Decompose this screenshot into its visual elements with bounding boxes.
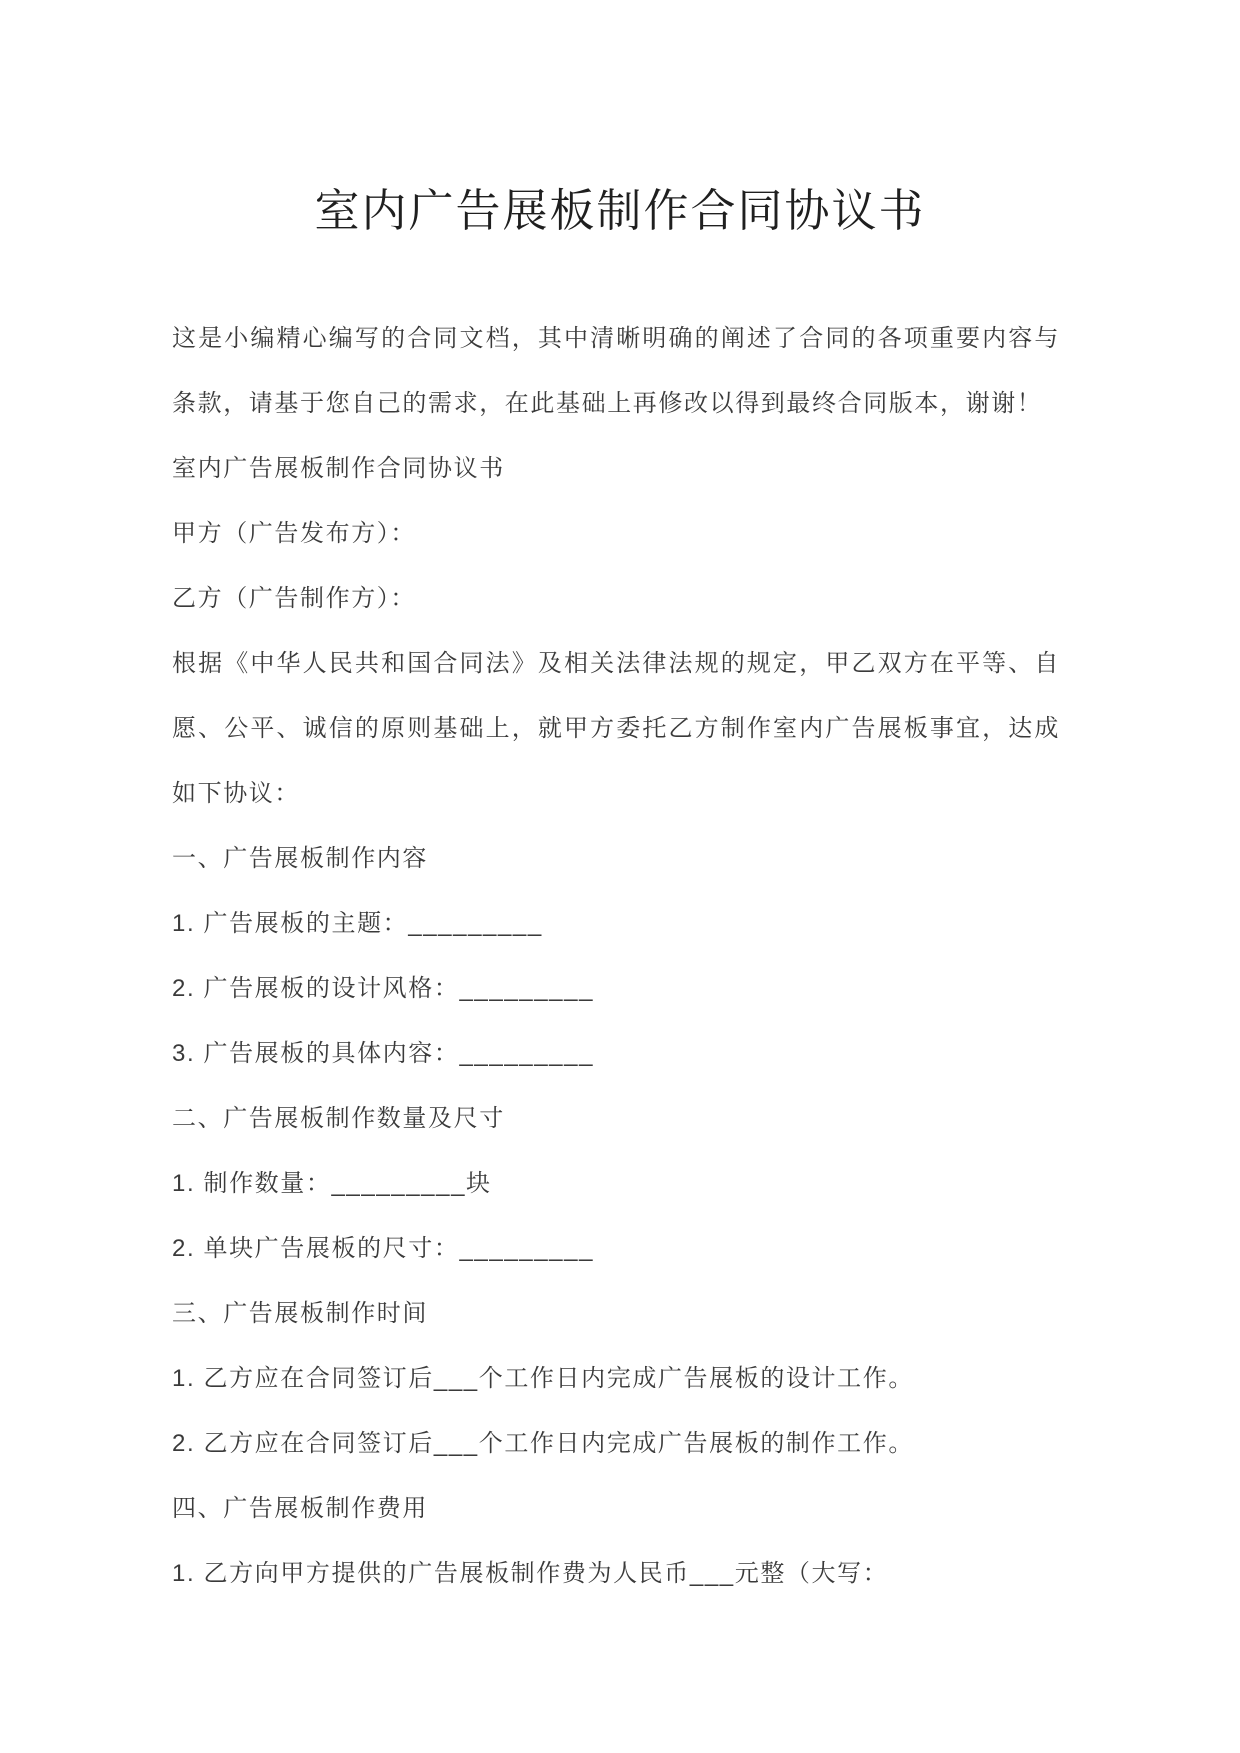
paragraph: 1. 乙方向甲方提供的广告展板制作费为人民币___元整（大写： <box>172 1559 889 1587</box>
paragraph: 2. 单块广告展板的尺寸：_________ <box>172 1234 595 1262</box>
paragraph: 三、广告展板制作时间 <box>172 1299 428 1327</box>
paragraph: 3. 广告展板的具体内容：_________ <box>172 1039 595 1067</box>
paragraph: 1. 乙方应在合同签订后___个工作日内完成广告展板的设计工作。 <box>172 1364 914 1392</box>
paragraph: 2. 广告展板的设计风格：_________ <box>172 974 595 1002</box>
paragraph: 1. 广告展板的主题：_________ <box>172 909 543 937</box>
paragraph: 2. 乙方应在合同签订后___个工作日内完成广告展板的制作工作。 <box>172 1429 914 1457</box>
paragraph: 根据《中华人民共和国合同法》及相关法律法规的规定，甲乙双方在平等、自愿、公平、诚信的原则基础上，就甲方委托乙方制作室内广告展板事宜，达成如下协议： <box>172 649 1060 807</box>
paragraph: 一、广告展板制作内容 <box>172 844 428 872</box>
paragraph: 二、广告展板制作数量及尺寸 <box>172 1104 505 1132</box>
document-title: 室内广告展板制作合同协议书 <box>314 185 926 236</box>
paragraph: 这是小编精心编写的合同文档，其中清晰明确的阐述了合同的各项重要内容与条款，请基于您自己的需求，在此基础上再修改以得到最终合同版本，谢谢！ <box>172 324 1060 417</box>
paragraph: 室内广告展板制作合同协议书 <box>172 454 505 482</box>
document-body <box>172 306 1060 1606</box>
paragraph: 甲方（广告发布方）： <box>172 519 416 547</box>
paragraph: 1. 制作数量：_________块 <box>172 1169 492 1197</box>
paragraph: 四、广告展板制作费用 <box>172 1494 428 1522</box>
paragraph: 乙方（广告制作方）： <box>172 584 416 612</box>
